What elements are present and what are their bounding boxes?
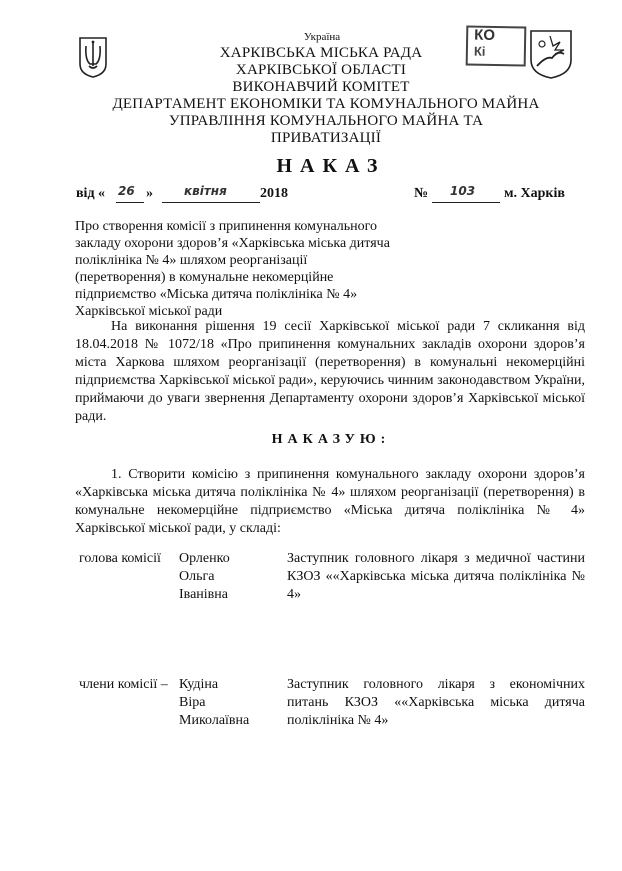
commission-member-surname: Кудіна [179, 677, 219, 692]
header-line-region: ХАРКІВСЬКОЇ ОБЛАСТІ [235, 62, 407, 78]
order-heading: НАКАЗУЮ: [271, 432, 391, 447]
header-line-department: ДЕПАРТАМЕНТ ЕКОНОМІКИ ТА КОМУНАЛЬНОГО МАЙНА [112, 96, 540, 112]
commission-head-position: Заступник головного лікаря з медичної частини КЗОЗ ««Харківська міська дитяча поліклініка № 4» [287, 551, 585, 602]
order-subject: Про створення комісії з припинення комунального закладу охорони здоров’я «Харківська міська дитяча поліклініка № 4» шляхом реорганізації (перетворення) в комунальне некомерційне підприємство «Міська дитяча поліклініка № 4» Харківської міської ради [75, 219, 390, 319]
order-number-label: № [414, 186, 429, 201]
stamp-text-line-1: КО [474, 26, 496, 44]
commission-head-role: голова комісії [79, 551, 161, 566]
header-line-city-council: ХАРКІВСЬКА МІСЬКА РАДА [219, 45, 423, 61]
city-label: м. Харків [504, 186, 565, 201]
commission-member-name: Віра [179, 695, 206, 710]
date-number-line [76, 184, 576, 204]
header-line-privatization: ПРИВАТИЗАЦІЇ [270, 130, 382, 146]
date-month: квітня [184, 184, 227, 198]
header-line-directorate: УПРАВЛІННЯ КОМУНАЛЬНОГО МАЙНА ТА [168, 113, 484, 129]
commission-head-patronymic: Іванівна [179, 587, 228, 602]
date-year: 2018 [260, 186, 288, 201]
order-item-1: 1. Створити комісію з припинення комунального закладу охорони здоров’я «Харківська міська дитяча поліклініка № 4» шляхом реорганізації (перетворення) в комунальне некомерційне підприємство «Міська дитяча поліклініка № 4» Харківської міської ради, у складі: [75, 467, 585, 536]
commission-head-name: Ольга [179, 569, 215, 584]
order-number: 103 [450, 184, 476, 198]
commission-member-patronymic: Миколаївна [179, 713, 250, 728]
commission-member-position: Заступник головного лікаря з економічних питань КЗОЗ ««Харківська міська дитяча поліклініка № 4» [287, 677, 585, 728]
preamble-paragraph: На виконання рішення 19 сесії Харківської міської ради 7 скликання від 18.04.2018 № 1072/18 «Про припинення комунальних закладів охорони здоров’я міста Харкова шляхом реорганізації (перетворення) в комунальні некомерційні підприємства Харківської міської ради», керуючись чинним законодавством України, приймаючи до уваги звернення Департаменту охорони здоров’я Харківської міської ради. [75, 319, 585, 424]
country-label: Україна [303, 31, 341, 43]
commission-head-surname: Орленко [179, 551, 230, 566]
document-title: НАКАЗ [276, 155, 386, 177]
stamp-text-line-2: Кі [473, 43, 486, 59]
date-day: 26 [118, 184, 135, 198]
date-prefix: від « [76, 186, 106, 201]
date-quote-close: » [146, 186, 153, 201]
header-line-exec-committee: ВИКОНАВЧИЙ КОМІТЕТ [232, 79, 410, 95]
commission-member-role: члени комісії – [79, 677, 168, 692]
